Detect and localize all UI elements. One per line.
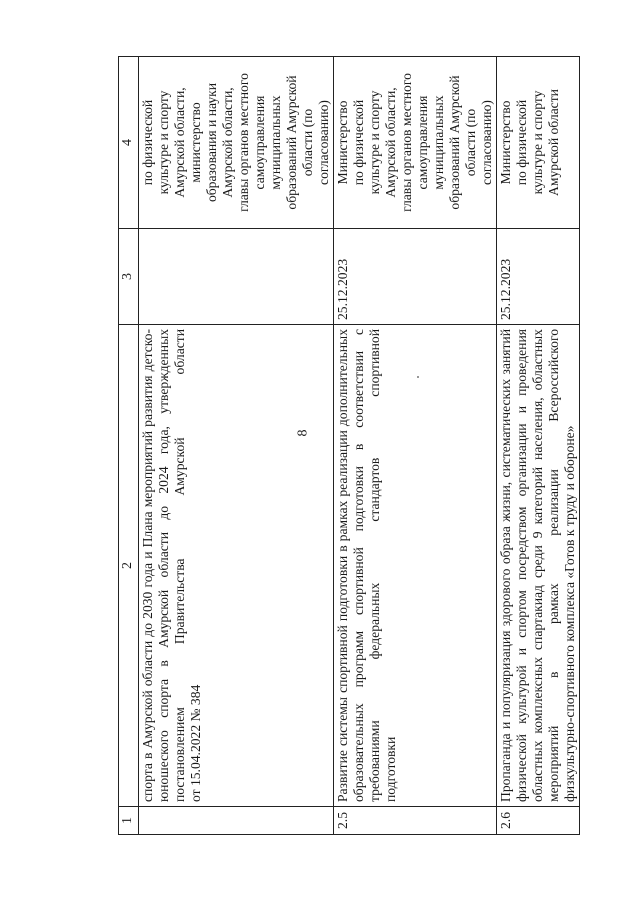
text-line: населения, областных мероприятий в рамках реализации Всероссийского: [530, 329, 562, 802]
text-line: области (по: [299, 108, 315, 177]
text-line: главы органов местного: [399, 73, 415, 212]
responsible-executors: [138, 57, 333, 229]
measures-table: [118, 56, 580, 835]
text-line: физкультурно-спортивного комплекса «Готов к труду и обороне»: [562, 425, 578, 802]
text-line: Амурской области,: [219, 87, 235, 198]
column-header-2: 2: [119, 325, 139, 807]
text-line: культуре и спорту: [366, 90, 382, 195]
text-line: образований Амурской: [447, 75, 463, 210]
deadline-date: 25.12.2023: [497, 229, 580, 325]
deadline-date: 25.12.2023: [333, 229, 496, 325]
text-line: согласованию): [315, 100, 331, 185]
text-line: Министерство: [334, 100, 350, 185]
text-line: по физической: [139, 99, 155, 186]
text-line: Амурской области,: [382, 87, 398, 198]
text-line: согласованию): [479, 100, 495, 185]
text-line: муниципальных: [431, 95, 447, 190]
table-row: [497, 57, 580, 835]
text-line: Развитие системы спортивной подготовки в рамках реализации: [334, 430, 350, 802]
row-number: 2.5: [333, 807, 496, 835]
text-line: проведения областных комплексных спартакиад среди 9 категорий: [514, 329, 546, 802]
text-line: Пропаганда и популяризация здорового образа жизни, систематических: [498, 378, 514, 802]
row-number: [138, 807, 333, 835]
column-header-1: 1: [119, 807, 139, 835]
responsible-executors: [333, 57, 496, 229]
responsible-executors: [497, 57, 580, 229]
rotated-table-sheet: [118, 57, 578, 835]
text-line: по физической: [350, 99, 366, 186]
text-line: по физической: [514, 99, 530, 186]
text-line: Амурской области,: [171, 87, 187, 198]
measure-description: [497, 325, 580, 807]
column-header-row: [119, 57, 139, 835]
text-line: занятий физической культурой и спортом посредством организации и: [498, 329, 530, 802]
text-line: образования и науки: [203, 82, 219, 203]
text-line: подготовки: [382, 736, 398, 802]
text-line: министерство: [187, 102, 203, 183]
measure-description: [138, 325, 333, 807]
page-number: 8: [295, 429, 311, 437]
text-line: дополнительных образовательных программ спортивной подготовки в: [334, 329, 366, 802]
row-number: 2.6: [497, 807, 580, 835]
column-header-4: 4: [119, 57, 139, 229]
table-row: [333, 57, 496, 835]
text-line: от 15.04.2022 № 384: [187, 684, 203, 802]
column-header-3: 3: [119, 229, 139, 325]
table-row: [138, 57, 333, 835]
text-line: Министерство: [498, 100, 514, 185]
text-line: Амурской области: [546, 89, 562, 196]
text-line: детско-юношеского спорта в Амурской области до 2024 года,: [139, 329, 171, 802]
text-line: муниципальных: [267, 95, 283, 190]
measure-description: [333, 325, 496, 807]
text-line: спорта в Амурской области до 2030 года и Плана мероприятий развития: [139, 375, 155, 802]
text-line: соответствии с требованиями федеральных стандартов спортивной: [350, 329, 382, 802]
text-line: самоуправления: [251, 95, 267, 190]
text-line: образований Амурской: [283, 75, 299, 210]
text-line: культуре и спорту: [155, 90, 171, 195]
text-line: самоуправления: [415, 95, 431, 190]
text-line: главы органов местного: [235, 73, 251, 212]
text-line: культуре и спорту: [530, 90, 546, 195]
deadline-date: [138, 229, 333, 325]
text-line: области (по: [463, 108, 479, 177]
text-line: утвержденных постановлением Правительства Амурской области: [155, 328, 187, 802]
